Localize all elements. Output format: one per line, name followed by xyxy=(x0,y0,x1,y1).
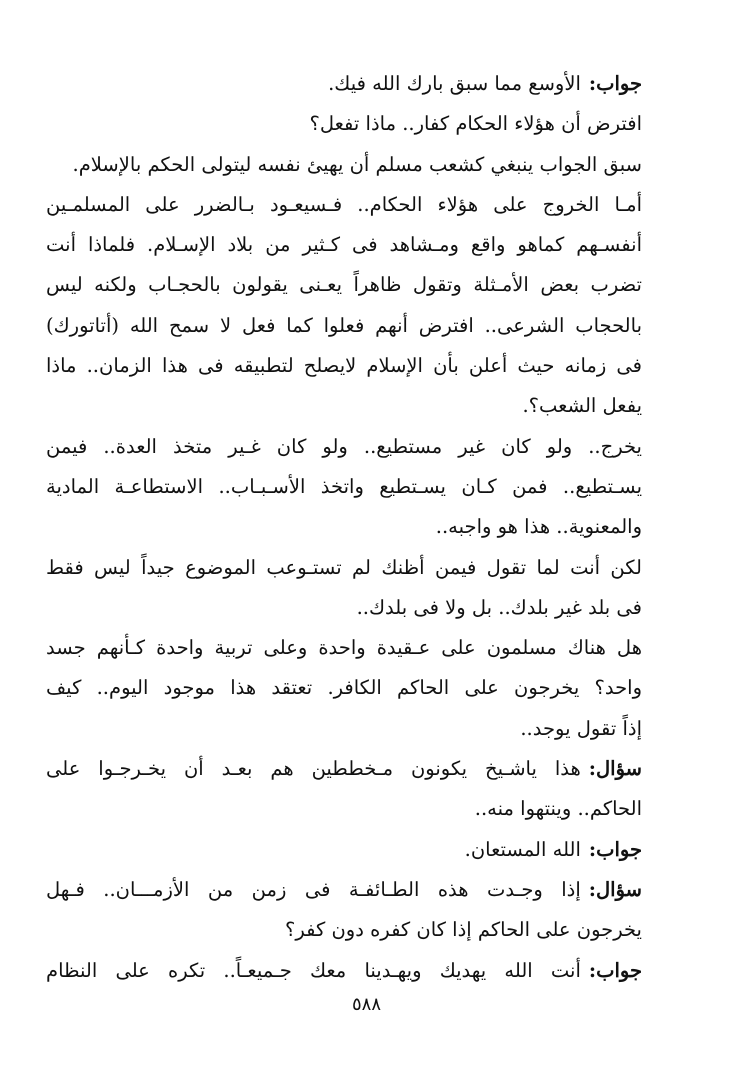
text-line xyxy=(46,830,642,870)
text-line xyxy=(46,789,642,829)
line-text: فى بلد غير بلدك.. بل ولا فى بلدك.. xyxy=(356,595,642,619)
text-line xyxy=(46,104,642,144)
line-text: لكن أنت لما تقول فيمن أظنك لم تستـوعب الموضوع جيداً ليس فقط xyxy=(46,555,642,579)
line-text: هل هناك مسلمون على عـقيدة واحدة وعلى تربية واحدة كـأنهم جسد xyxy=(46,636,642,660)
page-body xyxy=(46,64,642,991)
line-text: الله المستعان. xyxy=(464,837,581,861)
text-line xyxy=(46,588,642,628)
line-text: افترض أن هؤلاء الحكام كفار.. ماذا تفعل؟ xyxy=(309,112,642,136)
line-text: يفعل الشعب؟. xyxy=(522,394,642,418)
text-line xyxy=(46,306,642,346)
line-text: إذاً تقول يوجد.. xyxy=(520,716,642,740)
line-text: أنفسـهم كماهو واقع ومـشاهد فى كـثير من بلاد الإسـلام. فلماذا أنت xyxy=(46,233,642,257)
text-line xyxy=(46,628,642,668)
speaker-label: جواب: xyxy=(588,72,642,95)
text-line xyxy=(46,870,642,910)
text-line xyxy=(46,185,642,225)
line-text: يخرجون على الحاكم إذا كان كفره دون كفر؟ xyxy=(285,918,642,942)
line-text: يخرج.. ولو كان غير مستطيع.. ولو كان غـير متخذ العدة.. فيمن xyxy=(46,434,642,458)
line-text: بالحجاب الشرعى.. افترض أنهم فعلوا كما فعل لا سمح الله (أتاتورك) xyxy=(46,313,642,337)
line-text: والمعنوية.. هذا هو واجبه.. xyxy=(435,515,642,539)
speaker-label: سؤال: xyxy=(588,877,642,901)
text-line xyxy=(46,951,642,991)
line-text: أمـا الخروج على هؤلاء الحكام.. فـسيعـود بـالضرر على المسلمـين xyxy=(46,192,642,216)
line-text: هذا ياشـيخ يكونون مـخططين هم بعـد أن يخـرجـوا على xyxy=(46,757,581,781)
speaker-label: جواب: xyxy=(588,837,642,861)
text-line xyxy=(46,145,642,185)
text-line xyxy=(46,427,642,467)
line-text: يسـتطيع.. فمن كـان يسـتطيع واتخذ الأسـبـاب.. الاستطاعـة المادية xyxy=(46,474,642,498)
page-number: ٥٨٨ xyxy=(351,994,381,1015)
text-line xyxy=(46,467,642,507)
speaker-label: سؤال: xyxy=(588,757,642,781)
text-line xyxy=(46,749,642,789)
line-text: تضرب بعض الأمـثلة وتقول ظاهراً يعـنى يقولون بالحجـاب ولكنه ليس xyxy=(46,273,642,297)
text-line xyxy=(46,668,642,708)
text-line xyxy=(46,346,642,386)
text-line xyxy=(46,548,642,588)
text-line xyxy=(46,225,642,265)
text-line xyxy=(46,910,642,950)
text-line xyxy=(46,507,642,547)
line-text: واحد؟ يخرجون على الحاكم الكافر. تعتقد هذا موجود اليوم.. كيف xyxy=(46,676,642,700)
line-text: الأوسع مما سبق بارك الله فيك. xyxy=(328,72,581,95)
text-line xyxy=(46,709,642,749)
speaker-label: جواب: xyxy=(588,958,642,982)
line-text: سبق الجواب ينبغي كشعب مسلم أن يهيئ نفسه ليتولى الحكم بالإسلام. xyxy=(72,152,642,176)
line-text: أنت الله يهديك ويهـدينا معك جـميعـاً.. تكره على النظام xyxy=(46,958,581,982)
text-line xyxy=(46,386,642,426)
text-line xyxy=(46,265,642,305)
line-text: الحاكم.. وينتهوا منه.. xyxy=(474,797,642,821)
text-line xyxy=(46,64,642,104)
line-text: إذا وجـدت هذه الطـائفـة فى زمن من الأزمـــان.. فـهل xyxy=(46,877,581,901)
line-text: فى زمانه حيث أعلن بأن الإسلام لايصلح لتطبيقه فى هذا الزمان.. ماذا xyxy=(46,354,642,378)
